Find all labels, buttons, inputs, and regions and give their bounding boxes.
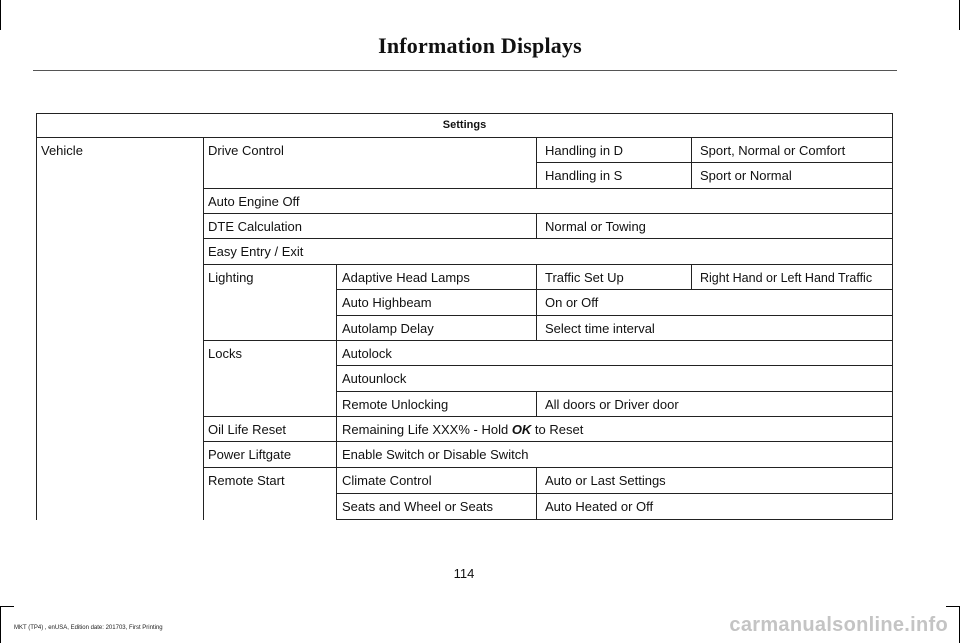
row-rule bbox=[203, 441, 893, 442]
cell-auto-engine-off: Auto Engine Off bbox=[208, 194, 300, 209]
cell-remote-start: Remote Start bbox=[208, 473, 285, 488]
cell-climate-control: Climate Control bbox=[342, 473, 432, 488]
row-rule bbox=[336, 289, 893, 290]
cell-autolamp-delay: Autolamp Delay bbox=[342, 321, 434, 336]
row-rule bbox=[336, 391, 893, 392]
cell-adaptive-head-lamps: Adaptive Head Lamps bbox=[342, 270, 470, 285]
row-rule bbox=[203, 416, 893, 417]
cell-sport-normal-comfort: Sport, Normal or Comfort bbox=[700, 143, 846, 158]
page-number: 114 bbox=[453, 566, 475, 581]
cell-normal-towing: Normal or Towing bbox=[545, 219, 646, 234]
row-rule bbox=[203, 264, 893, 265]
cell-power-liftgate: Power Liftgate bbox=[208, 447, 292, 462]
corner-mark-bottom-left-h bbox=[0, 606, 14, 607]
cell-handling-d: Handling in D bbox=[545, 143, 624, 158]
row-rule bbox=[336, 315, 893, 316]
col-sep-3-dte bbox=[536, 213, 537, 238]
cell-rh-lh-traffic: Right Hand or Left Hand Traffic bbox=[700, 271, 873, 285]
cell-enable-switch: Enable Switch or Disable Switch bbox=[342, 447, 529, 462]
row-rule bbox=[203, 213, 893, 214]
header-rule bbox=[33, 70, 897, 71]
to-reset-text: to Reset bbox=[531, 422, 584, 437]
cell-drive-control: Drive Control bbox=[208, 143, 284, 158]
cell-handling-s: Handling in S bbox=[545, 168, 623, 183]
row-rule bbox=[203, 340, 893, 341]
row-rule bbox=[203, 238, 893, 239]
table-right-border-body bbox=[892, 137, 893, 520]
cell-auto-heated: Auto Heated or Off bbox=[545, 499, 654, 514]
col-sep-1 bbox=[203, 137, 204, 520]
cell-oil-life-reset: Oil Life Reset bbox=[208, 422, 287, 437]
cell-vehicle: Vehicle bbox=[41, 143, 83, 158]
cell-lighting: Lighting bbox=[208, 270, 254, 285]
cell-sport-normal: Sport or Normal bbox=[700, 168, 792, 183]
row-rule bbox=[203, 188, 893, 189]
cell-autolock: Autolock bbox=[342, 346, 392, 361]
row-rule bbox=[536, 162, 893, 163]
cell-auto-last: Auto or Last Settings bbox=[545, 473, 666, 488]
col-sep-4-lighting bbox=[691, 264, 692, 289]
cell-dte-calculation: DTE Calculation bbox=[208, 219, 302, 234]
row-rule bbox=[203, 467, 893, 468]
cell-easy-entry: Easy Entry / Exit bbox=[208, 244, 304, 259]
row-rule bbox=[336, 519, 893, 520]
col-sep-2-lighting bbox=[336, 264, 337, 340]
corner-mark-bottom-right-h bbox=[946, 606, 960, 607]
cell-remote-unlocking: Remote Unlocking bbox=[342, 397, 449, 412]
cell-on-or-off: On or Off bbox=[545, 295, 599, 310]
page-header-title: Information Displays bbox=[378, 33, 582, 58]
watermark: carmanualsonline.info bbox=[729, 614, 948, 636]
corner-mark-top-left bbox=[0, 0, 1, 30]
cell-all-doors: All doors or Driver door bbox=[545, 397, 679, 412]
row-rule bbox=[336, 365, 893, 366]
title-bottom-rule bbox=[36, 137, 893, 138]
cell-seats-wheel: Seats and Wheel or Seats bbox=[342, 499, 494, 514]
remaining-life-text: Remaining Life XXX% - Hold bbox=[342, 422, 512, 437]
cell-traffic-set-up: Traffic Set Up bbox=[545, 270, 624, 285]
table-title: Settings bbox=[442, 119, 487, 131]
cell-locks: Locks bbox=[208, 346, 242, 361]
ok-button-label: OK bbox=[511, 422, 532, 437]
footer-edition-info: MKT (TP4) , enUSA, Edition date: 201703, First Printing bbox=[14, 625, 163, 631]
table-left-border bbox=[36, 113, 37, 520]
table-top-border bbox=[36, 113, 893, 114]
row-rule bbox=[336, 493, 893, 494]
col-sep-2-locks bbox=[336, 340, 337, 416]
col-sep-3-lighting bbox=[536, 264, 537, 340]
settings-table bbox=[36, 113, 893, 520]
corner-mark-bottom-left bbox=[0, 606, 1, 643]
cell-auto-highbeam: Auto Highbeam bbox=[342, 295, 432, 310]
cell-remaining-life bbox=[342, 422, 583, 438]
col-sep-3-remote-unlock bbox=[536, 391, 537, 416]
cell-autounlock: Autounlock bbox=[342, 371, 407, 386]
cell-select-time: Select time interval bbox=[545, 321, 655, 336]
